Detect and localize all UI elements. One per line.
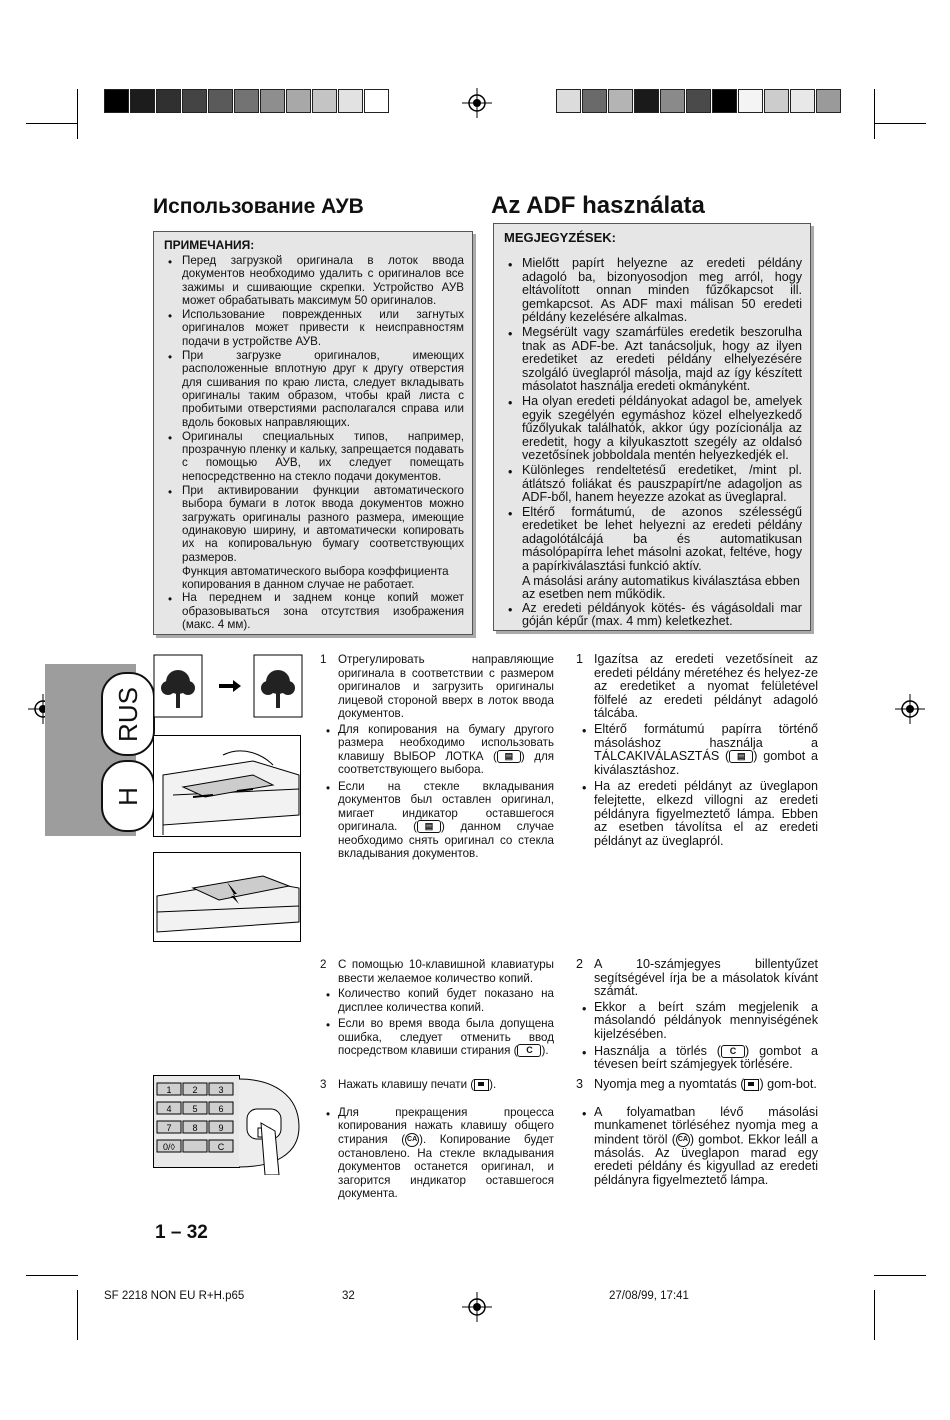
- keypad-key-label: 4: [166, 1104, 172, 1114]
- keypad-key: [183, 1140, 207, 1152]
- step-bullet: • Количество копий будет показано на дисплее количества копий.: [338, 987, 554, 1014]
- page-title-hu: Az ADF használata: [491, 192, 705, 219]
- keypad-key-label: 7: [166, 1123, 172, 1133]
- step-number: 1: [320, 653, 327, 666]
- color-swatch: [286, 89, 311, 113]
- note-item: • Az eredeti példányok kötés- és vágásoldali mar góján képűr (max. 4 mm) keletkezhet.: [508, 602, 802, 629]
- crop-mark: [874, 1290, 875, 1340]
- keypad-key-label: 0/◊: [163, 1142, 175, 1152]
- crop-mark: [77, 89, 78, 139]
- notes-box-hu: [493, 223, 811, 631]
- step-bullet: • Eltérő formátumú papírra történő másoláshoz használja a TÁLCAKIVÁLASZTÁS ( ▤ ) gombot a kiválasztáshoz.: [594, 723, 818, 777]
- note-item: • Eltérő formátumú, de azonos szélességű eredetiket be lehet helyezni az eredeti példány adagolótálcájá ba és automatikusan másolópapírra lehet másolni azokat, feltéve, hogy a papírkiválasztási funkció aktív.: [508, 506, 802, 574]
- note-extra: Функция автоматического выбора коэффициента копирования в данном случае не работает.: [182, 564, 449, 592]
- step-bullet: • Если на стекле вкладывания документов был оставлен оригинал, мигает индикатор оставшегося оригинала. ( ▤ ) данном случае необходимо снять оригинал со стекла вкладывания документов.: [338, 780, 554, 861]
- keypad-key-label: 9: [218, 1123, 224, 1133]
- keypad-key-label: 8: [192, 1123, 198, 1133]
- color-swatch: [764, 89, 789, 113]
- step-1-hu: [576, 653, 818, 851]
- step-bullet: • Если во время ввода была допущена ошибка, следует отменить ввод посредством клавиши стирания ( C ).: [338, 1017, 554, 1058]
- note-item: • Különleges rendeltetésű eredetiket, /mint pl. átlátszó foliákat és pauszpapírt/ne adagoljon as ADF-ből, hanem heyezze azokat as üveglapral.: [508, 464, 802, 505]
- color-swatch: [816, 89, 841, 113]
- note-item: • На переднем и заднем конце копий может образовываться зона отсутствия изображения (макс. 4 мм).: [168, 591, 464, 631]
- tray-select-key-icon: ▤: [497, 750, 521, 763]
- step-text: A 10-számjegyes billentyűzet segítségével írja be a másolatok kívánt számát.: [594, 957, 818, 999]
- notes-heading: MEGJEGYZÉSEK:: [504, 230, 616, 245]
- color-swatch: [182, 89, 207, 113]
- step-bullet: • Для копирования на бумагу другого размера необходимо использовать клавишу ВЫБОР ЛОТКА ( ▤ ) для соответствующего выбора.: [338, 723, 554, 777]
- step-bullet: • A folyamatban lévő másolási munkamenet törléséhez nyomja meg a mindent töröl ( CA ) gombot. Ekkor leáll a másolás. Az üveglapon marad egy eredeti példány és kigyullad az eredeti példányra figyelmeztető lámpa.: [594, 1106, 818, 1188]
- crop-mark: [77, 1290, 78, 1340]
- registration-mark-icon: [895, 694, 925, 724]
- step-3-ru: [320, 1078, 554, 1204]
- note-extra: A másolási arány automatikus kiválasztása ebben az esetben nem működik.: [522, 573, 800, 602]
- color-swatch: [738, 89, 763, 113]
- language-tab-rus: RUS: [101, 672, 155, 756]
- note-item: • Перед загрузкой оригинала в лоток ввода документов необходимо удалить с оригиналов все зажимы и сшивающие скрепки. Устройство АУВ может обрабатывать максимум 50 оригиналов.: [168, 254, 464, 307]
- step-bullet: • Használja a törlés ( C ) gombot a tévesen beírt számjegyek törlésére.: [594, 1045, 818, 1072]
- keypad-key-label: 3: [218, 1085, 224, 1095]
- color-swatch: [660, 89, 685, 113]
- footer-file: SF 2218 NON EU R+H.p65: [104, 1290, 245, 1302]
- clear-key-icon: C: [721, 1045, 745, 1058]
- language-side-tab: [45, 664, 143, 836]
- notes-box-ru: [153, 231, 473, 635]
- color-swatch: [556, 89, 581, 113]
- step-3-hu: [576, 1078, 818, 1191]
- color-swatch: [156, 89, 181, 113]
- color-swatch: [582, 89, 607, 113]
- note-item: • Оригиналы специальных типов, например, прозрачную пленку и кальку, запрещается подавать с помощью АУВ, их следует помещать непосредственно на стекло подачи документов.: [168, 430, 464, 483]
- step-2-hu: [576, 958, 818, 1075]
- footer-date: 27/08/99, 17:41: [609, 1290, 689, 1302]
- crop-mark: [874, 89, 875, 139]
- language-tab-h: H: [101, 760, 155, 832]
- print-key-icon: [744, 1079, 759, 1091]
- keypad-illustration: [153, 1075, 303, 1175]
- note-item: • Megsérült vagy szamárfüles eredetik beszorulha tnak as ADF-be. Azt tanácsoljuk, hogy az ilyen eredetiket az eredeti példány elhelyezésére szolgáló üveglapról másolja, majd az így készített másolatot használja eredeti okmányként.: [508, 326, 802, 394]
- crop-mark: [26, 1275, 78, 1276]
- color-swatch: [790, 89, 815, 113]
- step-text: Igazítsa az eredeti vezetősíneit az eredeti példány méretéhez és helyez-ze az eredetiket a nyomat felületével fölfelé az eredeti példányt adagoló tálcába.: [594, 652, 818, 721]
- keypad-key-label: 1: [166, 1085, 172, 1095]
- color-swatch: [260, 89, 285, 113]
- step-number: 3: [576, 1077, 584, 1091]
- color-swatch: [104, 89, 129, 113]
- note-item: • При активировании функции автоматического выбора бумаги в лоток ввода документов можно загружать оригиналы разного размера, имеющие одинаковую ширину, и автоматически копировать их на копировальную бумагу соответствующих размеров.: [168, 484, 464, 564]
- crop-mark: [874, 123, 926, 124]
- step-bullet: • Для прекращения процесса копирования нажать клавишу общего стирания ( CA ). Копирование будет остановлено. На стекле вкладывания документов останется оригинал, и загорится индикатор оставшегося документа.: [338, 1106, 554, 1201]
- notes-heading: ПРИМЕЧАНИЯ:: [164, 238, 255, 252]
- crop-mark: [874, 1275, 926, 1276]
- step-number: 2: [576, 957, 584, 971]
- step-number: 1: [576, 652, 584, 666]
- step-1-ru: [320, 653, 554, 864]
- adf-load-originals-illustration: [153, 852, 301, 942]
- tray-select-key-icon: ▤: [729, 750, 753, 763]
- print-key-icon: [474, 1079, 489, 1091]
- adf-guide-adjust-illustration: [153, 735, 301, 837]
- color-swatch: [686, 89, 711, 113]
- note-item: • Использование поврежденных или загнутых оригиналов может привести к неисправностям подачи в устройстве АУВ.: [168, 308, 464, 348]
- color-swatch: [208, 89, 233, 113]
- step-text: Отрегулировать направляющие оригинала в соответствии с размером оригиналов и загрузить оригиналы лицевой стороной вверх в лоток ввода документов.: [338, 653, 554, 720]
- clear-key-icon: C: [517, 1044, 541, 1057]
- color-swatch: [234, 89, 259, 113]
- keypad-key-label: C: [217, 1142, 225, 1152]
- step-number: 3: [320, 1078, 327, 1091]
- step-text: Нажать клавишу печати ( ).: [338, 1078, 497, 1091]
- color-calibration-strip-right: [556, 89, 842, 115]
- note-item: • Ha olyan eredeti példányokat adagol be, amelyek egyik szegélyén egymáshoz közel elhelyezkedő fűzőlyukak találhatók, akkor úgy pozícionálja az eredetit, hogy a kilyukasztott szegély az oldalsó vezetősínek jobboldala mentén helyezkedjék el.: [508, 395, 802, 463]
- page-title-ru: Использование АУВ: [153, 195, 364, 218]
- footer-page: 32: [342, 1290, 355, 1302]
- step-text: С помощью 10-клавишной клавиатуры ввести желаемое количество копий.: [338, 958, 554, 985]
- step-bullet: • Ekkor a beírt szám megjelenik a másolandó példányok mennyiségének kijelzésében.: [594, 1001, 818, 1042]
- crop-mark: [26, 123, 78, 124]
- clear-all-key-icon: CA: [405, 1133, 419, 1147]
- step-number: 2: [320, 958, 327, 971]
- step-2-ru: [320, 958, 554, 1061]
- color-calibration-strip-left: [104, 89, 390, 115]
- keypad-key-label: 6: [218, 1104, 224, 1114]
- step-text: Nyomja meg a nyomtatás ( ) gom-bot.: [594, 1077, 817, 1091]
- clear-all-key-icon: CA: [676, 1133, 690, 1147]
- original-orientation-illustration: [153, 654, 303, 720]
- color-swatch: [130, 89, 155, 113]
- color-swatch: [338, 89, 363, 113]
- keypad-key-label: 5: [192, 1104, 198, 1114]
- color-swatch: [364, 89, 389, 113]
- registration-mark-icon: [462, 88, 492, 118]
- page-number: 1 – 32: [155, 1222, 208, 1243]
- note-item: • Mielőtt papírt helyezne az eredeti példány adagoló ba, bizonyosodjon meg arról, hogy eltávolított onnan minden fűzőkapcsot ill. gemkapcsot. As ADF maxi málisan 50 eredeti példány kezelésére alkalmas.: [508, 257, 802, 325]
- color-swatch: [312, 89, 337, 113]
- registration-mark-icon: [462, 1292, 492, 1322]
- keypad-key-label: 2: [192, 1085, 198, 1095]
- step-bullet: • Ha az eredeti példányt az üveglapon felejtette, elkezd villogni az eredeti példányra figyelmeztető lámpa. Ebben az esetben távolítsa el az eredeti példányt az üveglapról.: [594, 780, 818, 848]
- original-indicator-icon: ▤: [417, 820, 441, 833]
- color-swatch: [608, 89, 633, 113]
- color-swatch: [634, 89, 659, 113]
- note-item: • При загрузке оригиналов, имеющих расположенные вплотную друг к другу отверстия для сшивания по краю листа, следует вкладывать оригиналы таким образом, чтобы край листа с пробитыми отверстиями располагался справа или вдоль боковых направляющих.: [168, 349, 464, 429]
- color-swatch: [712, 89, 737, 113]
